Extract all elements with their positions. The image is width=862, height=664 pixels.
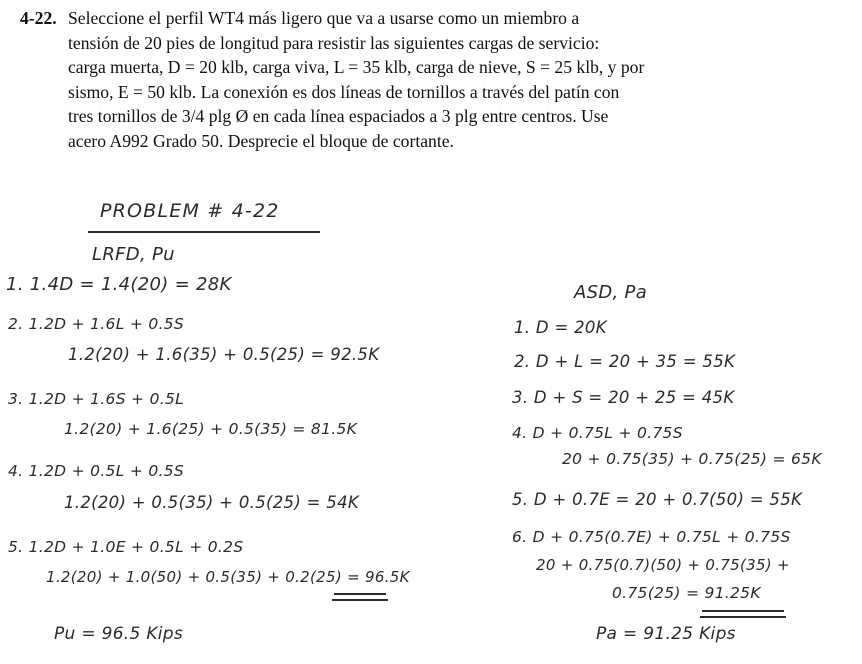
asd-line-2: 2. D + L = 20 + 35 = 55K (514, 352, 736, 371)
asd-line-6: 5. D + 0.7E = 20 + 0.7(50) = 55K (512, 490, 803, 509)
asd-line-4: 4. D + 0.75L + 0.75S (512, 424, 683, 442)
lrfd-heading: LRFD, Pu (92, 244, 175, 265)
lrfd-result: Pu = 96.5 Kips (54, 624, 184, 644)
asd-line-8: 20 + 0.75(0.7)(50) + 0.75(35) + (536, 556, 790, 574)
lrfd-line-8: 5. 1.2D + 1.0E + 0.5L + 0.2S (8, 538, 244, 556)
problem-line-3: carga muerta, D = 20 klb, carga viva, L = 35 klb, carga de nieve, S = 25 klb, y por (68, 57, 645, 77)
lrfd-line-5: 1.2(20) + 1.6(25) + 0.5(35) = 81.5K (64, 420, 358, 438)
asd-answer-underline-1 (702, 610, 784, 612)
problem-line-5: tres tornillos de 3/4 plg Ø en cada línea espaciados a 3 plg entre centros. Use (68, 106, 609, 126)
lrfd-line-1: 1. 1.4D = 1.4(20) = 28K (6, 274, 232, 295)
asd-line-5: 20 + 0.75(35) + 0.75(25) = 65K (562, 450, 822, 468)
problem-line-2: tensión de 20 pies de longitud para resistir las siguientes cargas de servicio: (68, 32, 600, 53)
lrfd-line-4: 3. 1.2D + 1.6S + 0.5L (8, 390, 185, 408)
solution-title: PROBLEM # 4-22 (100, 200, 280, 222)
problem-line-1: Seleccione el perfil WT4 más ligero que va a usarse como un miembro a (68, 8, 580, 28)
lrfd-line-2: 2. 1.2D + 1.6L + 0.5S (8, 315, 185, 333)
asd-answer-underline-2 (700, 616, 786, 618)
asd-line-7: 6. D + 0.75(0.7E) + 0.75L + 0.75S (512, 528, 791, 546)
lrfd-answer-underline-2 (332, 599, 388, 601)
asd-line-1: 1. D = 20K (514, 318, 607, 337)
asd-line-3: 3. D + S = 20 + 25 = 45K (512, 388, 735, 407)
lrfd-line-9: 1.2(20) + 1.0(50) + 0.5(35) + 0.2(25) = 96.5K (46, 568, 410, 586)
asd-heading: ASD, Pa (574, 282, 648, 303)
asd-line-9: 0.75(25) = 91.25K (612, 584, 761, 602)
title-underline (88, 231, 320, 233)
problem-line-6: acero A992 Grado 50. Desprecie el bloque de cortante. (68, 130, 454, 151)
lrfd-line-6: 4. 1.2D + 0.5L + 0.5S (8, 462, 185, 480)
problem-line-4: sismo, E = 50 klb. La conexión es dos líneas de tornillos a través del patín con (68, 81, 620, 102)
asd-result: Pa = 91.25 Kips (596, 624, 736, 644)
problem-number: 4-22. (20, 8, 57, 28)
lrfd-line-3: 1.2(20) + 1.6(35) + 0.5(25) = 92.5K (68, 345, 380, 364)
lrfd-answer-underline-1 (334, 593, 386, 595)
lrfd-line-7: 1.2(20) + 0.5(35) + 0.5(25) = 54K (64, 493, 359, 512)
